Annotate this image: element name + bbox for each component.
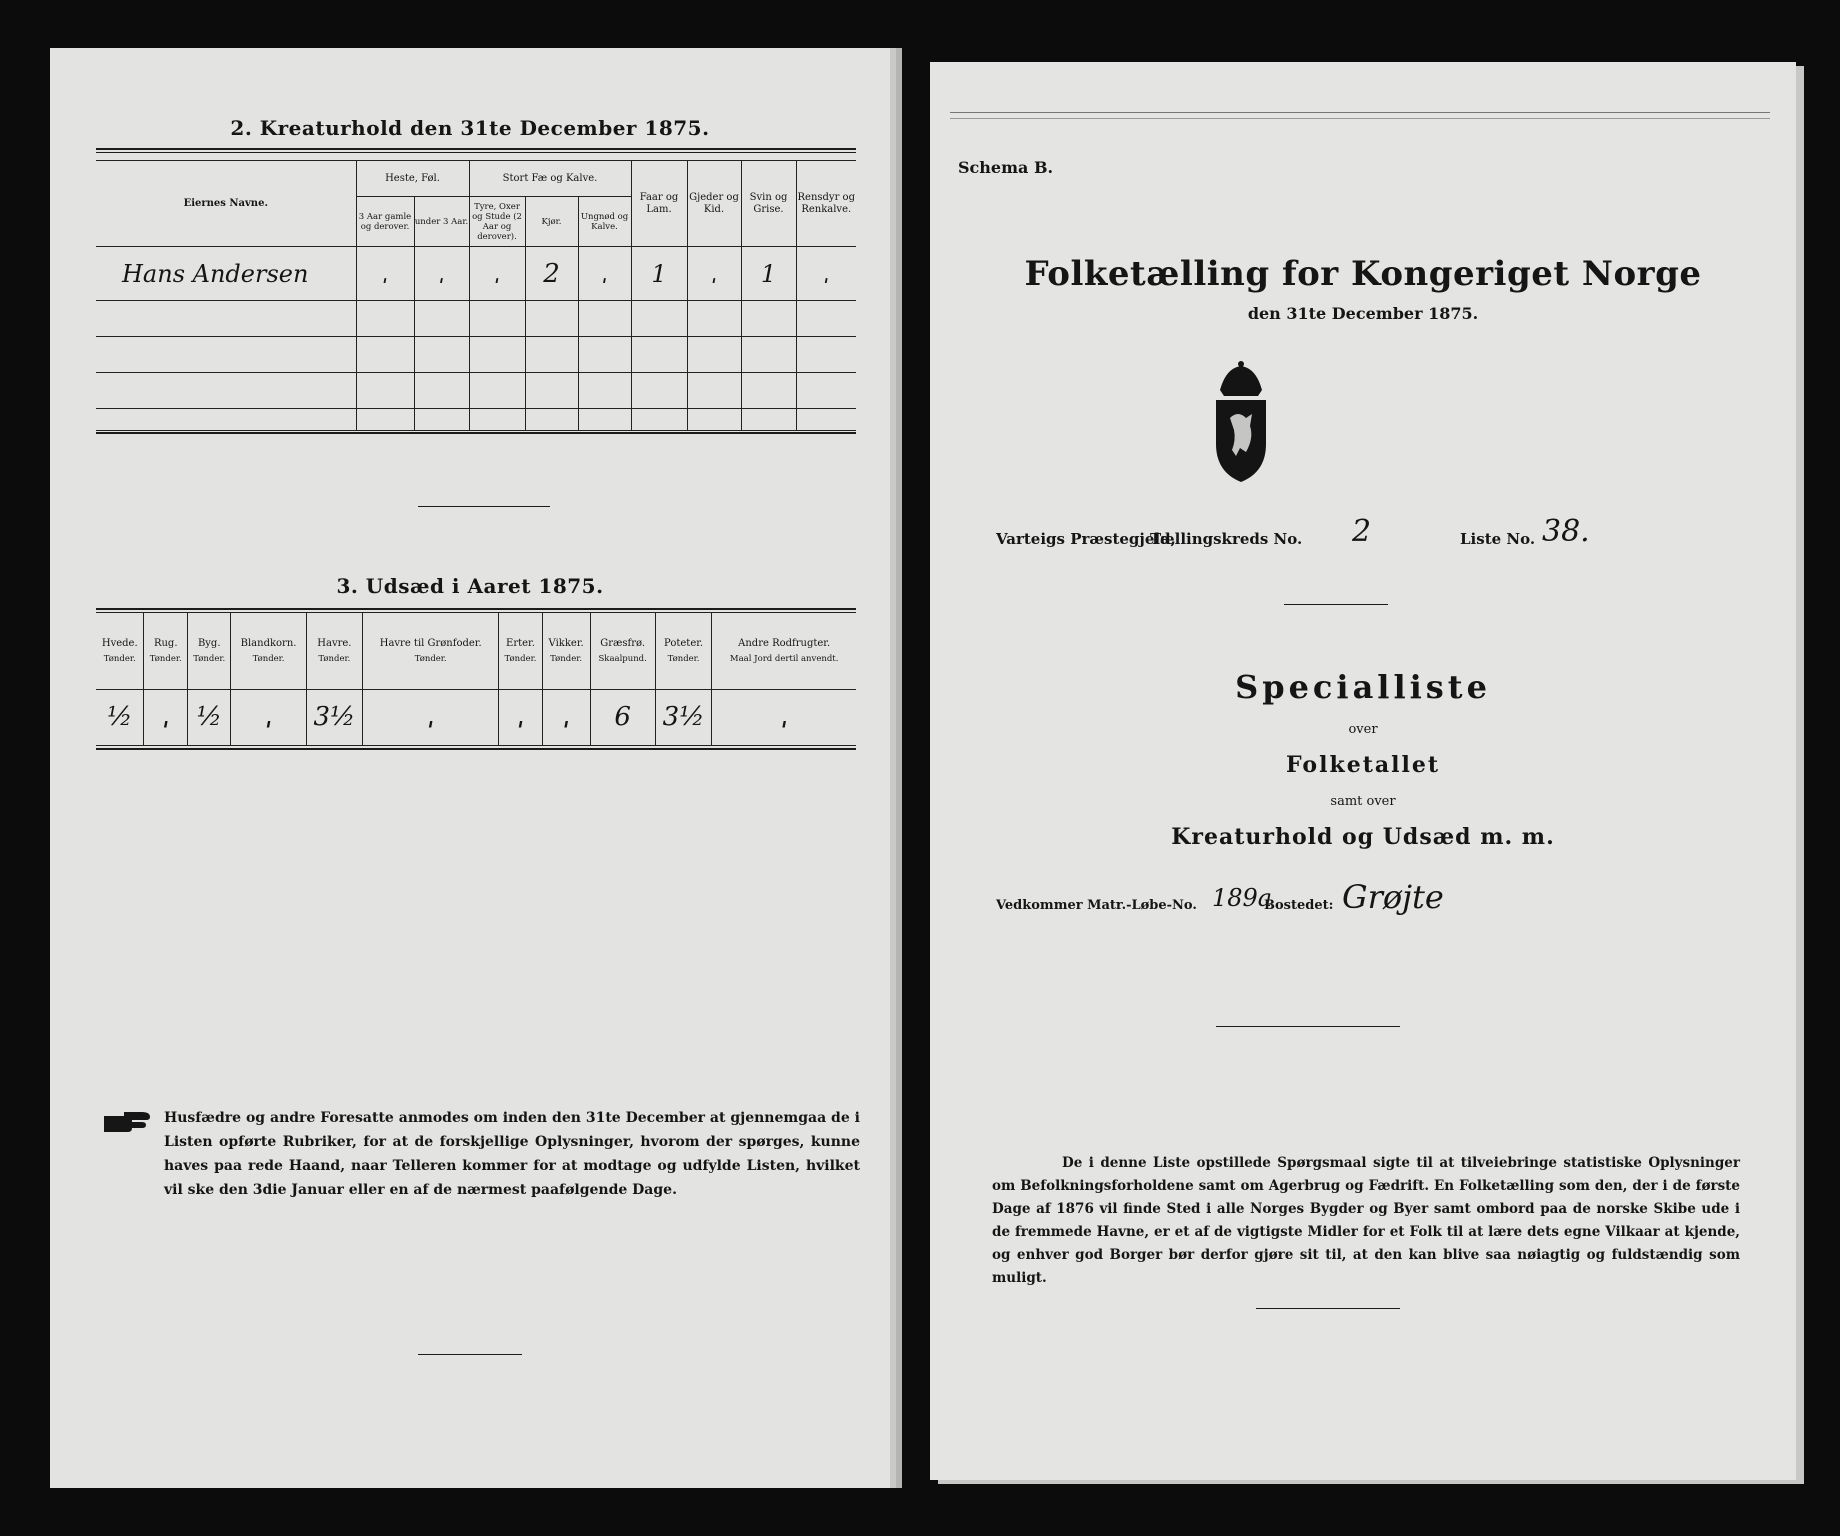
document-date: den 31te December 1875. (1247, 304, 1479, 323)
sowing-column-unit: Skaalpund. (598, 653, 647, 664)
sowing-column-unit: Tønder. (550, 653, 583, 664)
rensdyr-value: ˌ (796, 247, 856, 301)
separator (1284, 604, 1388, 605)
sowing-column-name: Poteter. (664, 637, 704, 649)
heste-header: Heste, Føl. (356, 161, 469, 197)
stortfae-header: Stort Fæ og Kalve. (469, 161, 631, 197)
rule (96, 432, 856, 434)
separator (1256, 1308, 1400, 1309)
sowing-value: 3½ (655, 689, 712, 745)
samt-over-text: samt over (1330, 794, 1396, 809)
footer-text: De i denne Liste opstillede Spørgsmaal sigte til at tilveiebringe statistiske Oplysninger om Befolkningsforholdene samt om Agerbrug og Fædrift. En Folketælling som den, der i de første Dage af 1876 vil finde Sted i alle Norges Bygder og Byer samt ombord paa de norske Skibe ude i de fremmede Havne, er et af de vigtigste Midler for et Folk til at lære dets egne Vilkaar at kjende, og enhver god Borger bør derfor gjøre sit til, at den kan blive saa nøiagtig og fuldstændig som muligt. (992, 1155, 1740, 1286)
faar-header: Faar og Lam. (631, 161, 687, 247)
folketallet-heading: Folketallet (1286, 752, 1440, 778)
schema-label: Schema B. (958, 158, 1054, 177)
rule (96, 148, 856, 150)
separator (418, 1354, 522, 1355)
matr-label: Vedkommer Matr.-Løbe-No. (996, 898, 1197, 913)
heste-old-value: ˌ (356, 247, 414, 301)
livestock-table (96, 160, 856, 431)
ungnod-value: ˌ (578, 247, 631, 301)
sowing-column-name: Rug. (153, 637, 178, 649)
heste-young-value: ˌ (414, 247, 469, 301)
sowing-column-unit: Tønder. (504, 653, 537, 664)
faar-value: 1 (631, 247, 687, 301)
table-row (96, 689, 856, 745)
sowing-value: ½ (96, 689, 144, 745)
sowing-table (96, 612, 856, 746)
table-row (96, 373, 856, 409)
sowing-value: 3½ (306, 689, 363, 745)
gjeder-header: Gjeder og Kid. (687, 161, 741, 247)
owner-name: Hans Andersen (96, 247, 356, 301)
sowing-value: ˌ (363, 689, 499, 745)
sowing-value: 6 (590, 689, 655, 745)
sowing-value: ˌ (542, 689, 590, 745)
tyre-value: ˌ (469, 247, 525, 301)
ungnod-header: Ungnød og Kalve. (578, 197, 631, 247)
kreaturhold-heading: Kreaturhold og Udsæd m. m. (1171, 824, 1555, 850)
rule (96, 152, 856, 153)
sowing-column-name: Blandkorn. (240, 637, 297, 649)
sowing-column-header (499, 613, 543, 690)
district-label: Tællingskreds No. (1150, 530, 1303, 548)
kjor-header: Kjør. (525, 197, 578, 247)
bosted-value: Grøjte (1342, 878, 1444, 916)
sowing-value: ˌ (712, 689, 856, 745)
sowing-column-name: Hvede. (101, 637, 138, 649)
sowing-column-name: Andre Rodfrugter. (738, 637, 831, 649)
sowing-column-header (590, 613, 655, 690)
sowing-column-header (655, 613, 712, 690)
list-label: Liste No. (1460, 530, 1536, 548)
separator (418, 506, 550, 507)
sowing-column-header (542, 613, 590, 690)
rule (950, 112, 1770, 113)
rule (950, 118, 1770, 119)
sowing-value: ˌ (499, 689, 543, 745)
table-row (96, 301, 856, 337)
sowing-value: ˌ (231, 689, 306, 745)
sowing-value: ˌ (144, 689, 188, 745)
sowing-section-title: 3. Udsæd i Aaret 1875. (336, 574, 604, 598)
district-number: 2 (1352, 514, 1372, 549)
rensdyr-header: Rensdyr og Renkalve. (796, 161, 856, 247)
right-page (930, 62, 1796, 1480)
rule (96, 608, 856, 610)
svin-value: 1 (741, 247, 796, 301)
over-text: over (1348, 722, 1378, 737)
document-title: Folketælling for Kongeriget Norge (1024, 254, 1702, 294)
kjor-value: 2 (525, 247, 578, 301)
heste-young-header: under 3 Aar. (414, 197, 469, 247)
separator (1216, 1026, 1400, 1027)
table-row (96, 409, 856, 431)
norway-coat-of-arms-icon (1206, 360, 1276, 484)
livestock-section-title: 2. Kreaturhold den 31te December 1875. (230, 116, 710, 140)
sowing-column-unit: Tønder. (318, 653, 351, 664)
sowing-column-name: Havre. (317, 637, 352, 649)
pointing-hand-icon (102, 1108, 152, 1136)
svin-header: Svin og Grise. (741, 161, 796, 247)
sowing-column-name: Græsfrø. (600, 637, 646, 649)
gjeder-value: ˌ (687, 247, 741, 301)
specialliste-heading: Specialliste (1235, 668, 1491, 706)
sowing-column-header (306, 613, 363, 690)
sowing-column-name: Erter. (506, 637, 535, 649)
sowing-column-header (144, 613, 188, 690)
sowing-column-name: Vikker. (548, 637, 584, 649)
bosted-label: Bostedet: (1264, 898, 1334, 913)
sowing-column-unit: Tønder. (414, 653, 447, 664)
heste-old-header: 3 Aar gamle og derover. (356, 197, 414, 247)
sowing-value: ½ (187, 689, 231, 745)
sowing-column-header (187, 613, 231, 690)
sowing-column-unit: Tønder. (149, 653, 182, 664)
matr-value: 189a (1212, 884, 1273, 912)
sowing-column-unit: Maal Jord dertil anvendt. (729, 653, 839, 664)
sowing-column-unit: Tønder. (193, 653, 226, 664)
sowing-column-name: Havre til Grønfoder. (379, 637, 482, 649)
sowing-column-header (712, 613, 856, 690)
rule (96, 748, 856, 750)
table-row (96, 337, 856, 373)
sowing-column-name: Byg. (197, 637, 221, 649)
sowing-column-unit: Tønder. (252, 653, 285, 664)
left-page (50, 48, 890, 1488)
notice-text: Husfædre og andre Foresatte anmodes om inden den 31te December at gjennemgaa de i Listen opførte Rubriker, for at de forskjellige Oplysninger, hvorom der spørges, kunne haves paa rede Haand, naar Telleren kommer for at modtage og udfylde Listen, hvilket vil ske den 3die Januar eller en af de nærmest paafølgende Dage. (164, 1110, 860, 1198)
sowing-column-header (96, 613, 144, 690)
list-number: 38. (1542, 514, 1590, 549)
sowing-column-header (363, 613, 499, 690)
table-row (96, 247, 856, 301)
sowing-column-unit: Tønder. (103, 653, 136, 664)
sowing-column-header (231, 613, 306, 690)
owner-header: Eiernes Navne. (96, 161, 356, 247)
tyre-header: Tyre, Oxer og Stude (2 Aar og derover). (469, 197, 525, 247)
sowing-column-unit: Tønder. (667, 653, 700, 664)
parish-label: Varteigs Præstegjeld, (996, 530, 1176, 548)
